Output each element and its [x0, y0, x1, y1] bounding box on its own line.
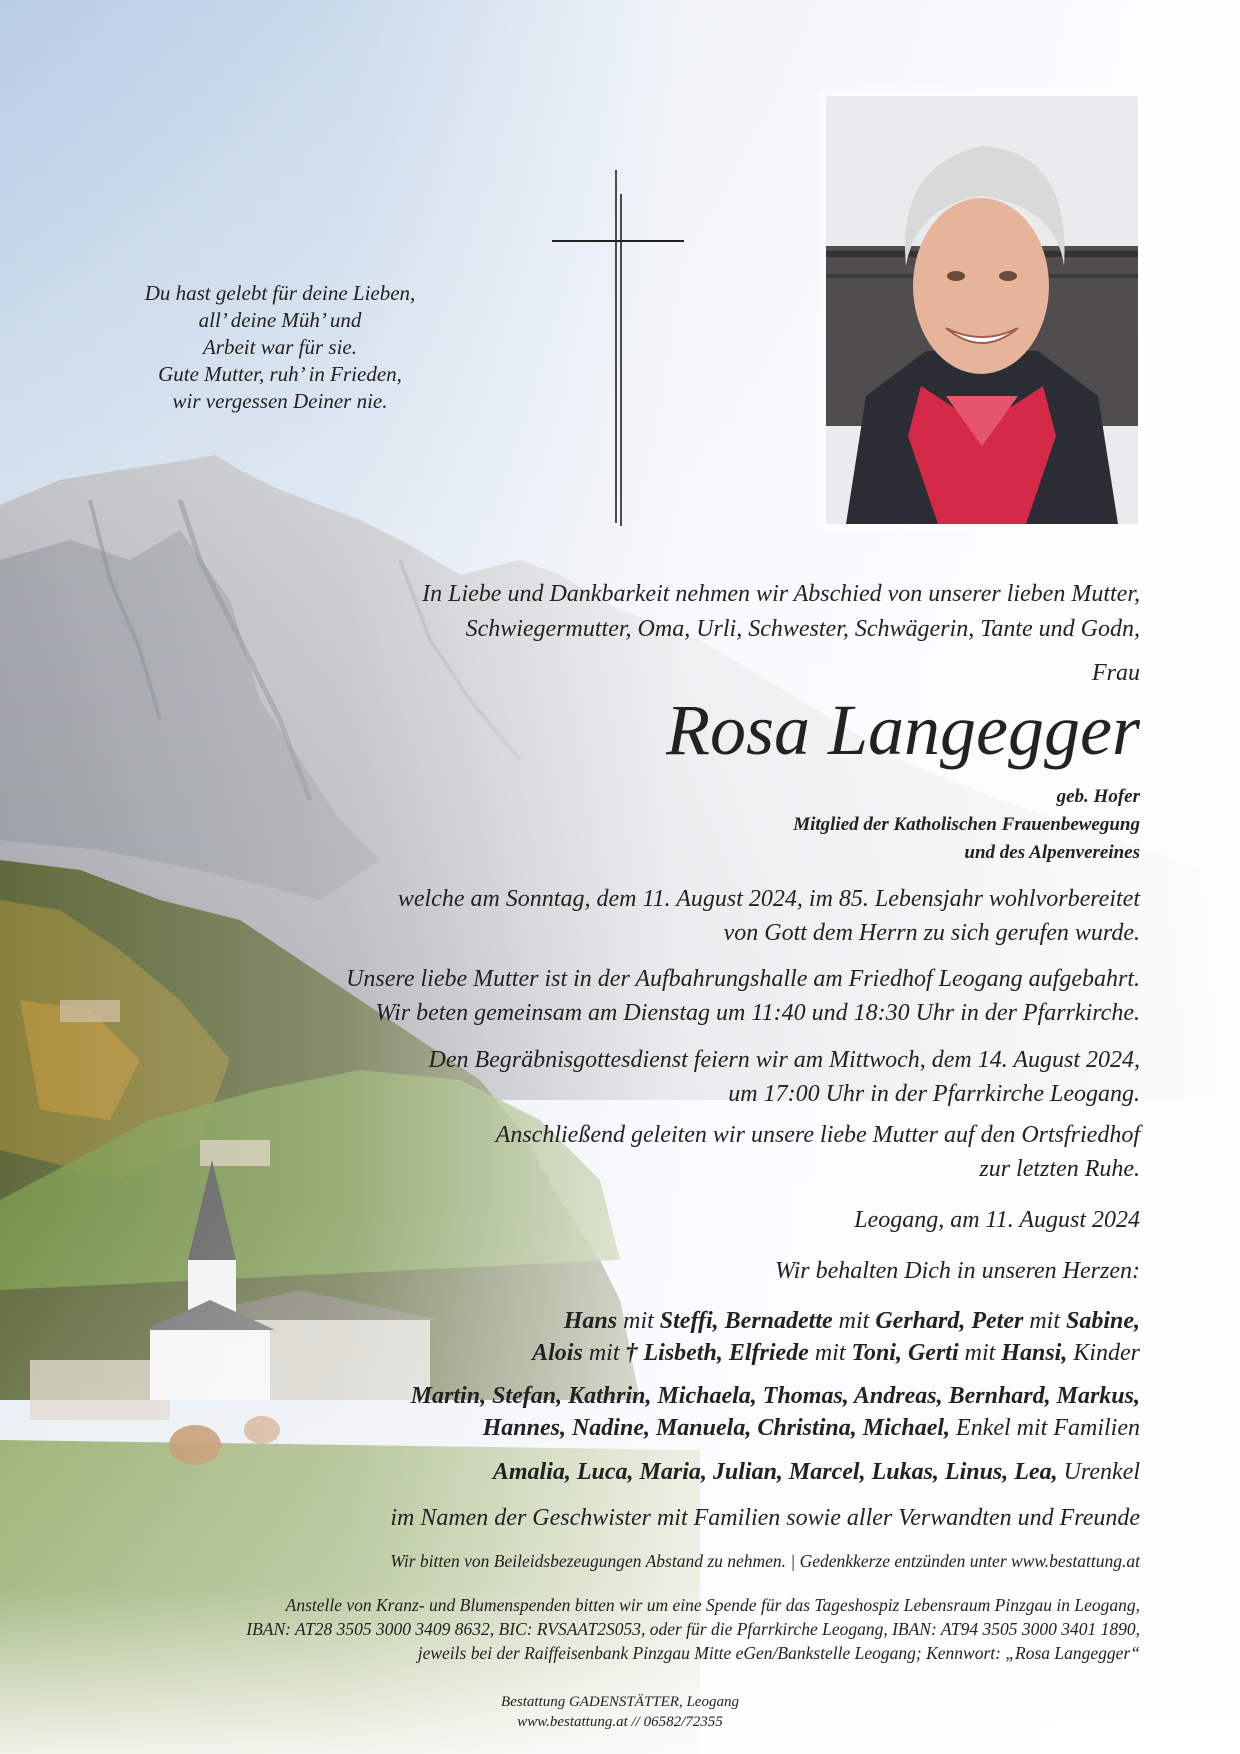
family-connector: mit [1023, 1308, 1066, 1334]
wake-paragraph [346, 962, 1140, 1030]
family-connector: mit [617, 1308, 660, 1334]
siblings-line [390, 1502, 1140, 1534]
poem-line: Du hast gelebt für deine Lieben, [144, 281, 416, 305]
donation-note [246, 1593, 1140, 1665]
family-line [493, 1456, 1140, 1488]
note-line: Wir bitten von Beileidsbezeugungen Abstand zu nehmen. | Gedenkkerze entzünden unter www.bestattung.at [390, 1551, 1140, 1571]
family-line: im Namen der Geschwister mit Familien sowie aller Verwandten und Freunde [390, 1505, 1140, 1531]
family-connector: mit [832, 1308, 876, 1334]
family-name: Amalia, Luca, Maria, Julian, Marcel, Lukas, Linus, Lea, [492, 1459, 1058, 1485]
family-name: Hans [563, 1308, 618, 1334]
funeral-mass-paragraph [428, 1043, 1140, 1111]
portrait-photo [826, 96, 1138, 524]
intro-line: Schwiegermutter, Oma, Urli, Schwester, Schwägerin, Tante und Godn, [465, 616, 1140, 642]
family-connector: mit [958, 1340, 1002, 1366]
family-connector: Enkel mit Familien [950, 1415, 1140, 1441]
family-name: Gerhard, Peter [875, 1308, 1024, 1334]
note-line: IBAN: AT28 3505 3000 3409 8632, BIC: RVSAAT2S053, oder für die Pfarrkirche Leogang, IBAN: AT94 3505 3000 3401 1890, [246, 1619, 1140, 1639]
deceased-details [793, 783, 1140, 867]
family-name: Alois [532, 1340, 583, 1366]
grandchildren-list [411, 1380, 1140, 1444]
family-name: Martin, Stefan, Kathrin, Michaela, Thomas, Andreas, Bernhard, Markus, [410, 1383, 1140, 1409]
family-line [532, 1337, 1140, 1369]
burial-paragraph [496, 1118, 1140, 1186]
paragraph-line: Unsere liebe Mutter ist in der Aufbahrungshalle am Friedhof Leogang aufgebahrt. [346, 966, 1140, 992]
family-line [411, 1380, 1140, 1412]
family-line [411, 1412, 1140, 1444]
family-name: Sabine, [1065, 1308, 1140, 1334]
detail-line: Mitglied der Katholischen Frauenbewegung [793, 814, 1140, 835]
paragraph-line: welche am Sonntag, dem 11. August 2024, im 85. Lebensjahr wohlvorbereitet [397, 886, 1140, 912]
funeral-home-footer [0, 1692, 1240, 1732]
detail-line: geb. Hofer [1056, 786, 1140, 807]
memorial-poem [95, 280, 465, 415]
family-connector: mit [808, 1340, 852, 1366]
paragraph-line: Den Begräbnisgottesdienst feiern wir am Mittwoch, dem 14. August 2024, [428, 1047, 1140, 1073]
condolence-note [390, 1549, 1140, 1573]
family-connector: Urenkel [1057, 1459, 1140, 1485]
family-line [532, 1305, 1140, 1337]
intro-text [422, 577, 1140, 647]
paragraph-line: zur letzten Ruhe. [979, 1156, 1140, 1182]
family-name: Hansi, [1001, 1340, 1068, 1366]
poem-line: Gute Mutter, ruh’ in Frieden, [158, 362, 402, 386]
detail-line: und des Alpenvereines [964, 842, 1140, 863]
family-name: † Lisbeth, Elfriede [625, 1340, 809, 1366]
keep-in-heart-line: Wir behalten Dich in unseren Herzen: [774, 1258, 1140, 1284]
family-connector: Kinder [1067, 1340, 1140, 1366]
family-name: Hannes, Nadine, Manuela, Christina, Michael, [482, 1415, 951, 1441]
death-paragraph [398, 882, 1140, 950]
paragraph-line: Anschließend geleiten wir unsere liebe Mutter auf den Ortsfriedhof [495, 1122, 1140, 1148]
children-list [532, 1305, 1140, 1369]
poem-line: Arbeit war für sie. [202, 335, 357, 359]
note-line: Anstelle von Kranz- und Blumenspenden bitten wir um eine Spende für das Tageshospiz Lebensraum Pinzgau in Leogang, [285, 1595, 1140, 1615]
note-line: jeweils bei der Raiffeisenbank Pinzgau Mitte eGen/Bankstelle Leogang; Kennwort: „Rosa Langegger“ [417, 1643, 1140, 1663]
family-connector: mit [582, 1340, 626, 1366]
poem-line: wir vergessen Deiner nie. [172, 389, 388, 413]
family-name: Toni, Gerti [851, 1340, 959, 1366]
poem-line: all’ deine Müh’ und [198, 308, 362, 332]
family-name: Steffi, Bernadette [659, 1308, 833, 1334]
funeral-home-name: Bestattung GADENSTÄTTER, Leogang [501, 1694, 739, 1710]
funeral-home-contact: www.bestattung.at // 06582/72355 [517, 1714, 723, 1730]
deceased-name: Rosa Langegger [666, 690, 1140, 770]
paragraph-line: von Gott dem Herrn zu sich gerufen wurde. [723, 920, 1140, 946]
intro-line: In Liebe und Dankbarkeit nehmen wir Abschied von unserer lieben Mutter, [422, 581, 1140, 607]
great-grandchildren-list [493, 1456, 1140, 1488]
place-date: Leogang, am 11. August 2024 [854, 1207, 1140, 1233]
paragraph-line: um 17:00 Uhr in der Pfarrkirche Leogang. [728, 1081, 1140, 1107]
cross-icon [550, 168, 686, 528]
paragraph-line: Wir beten gemeinsam am Dienstag um 11:40 und 18:30 Uhr in der Pfarrkirche. [375, 1000, 1140, 1026]
salutation: Frau [1092, 660, 1140, 686]
